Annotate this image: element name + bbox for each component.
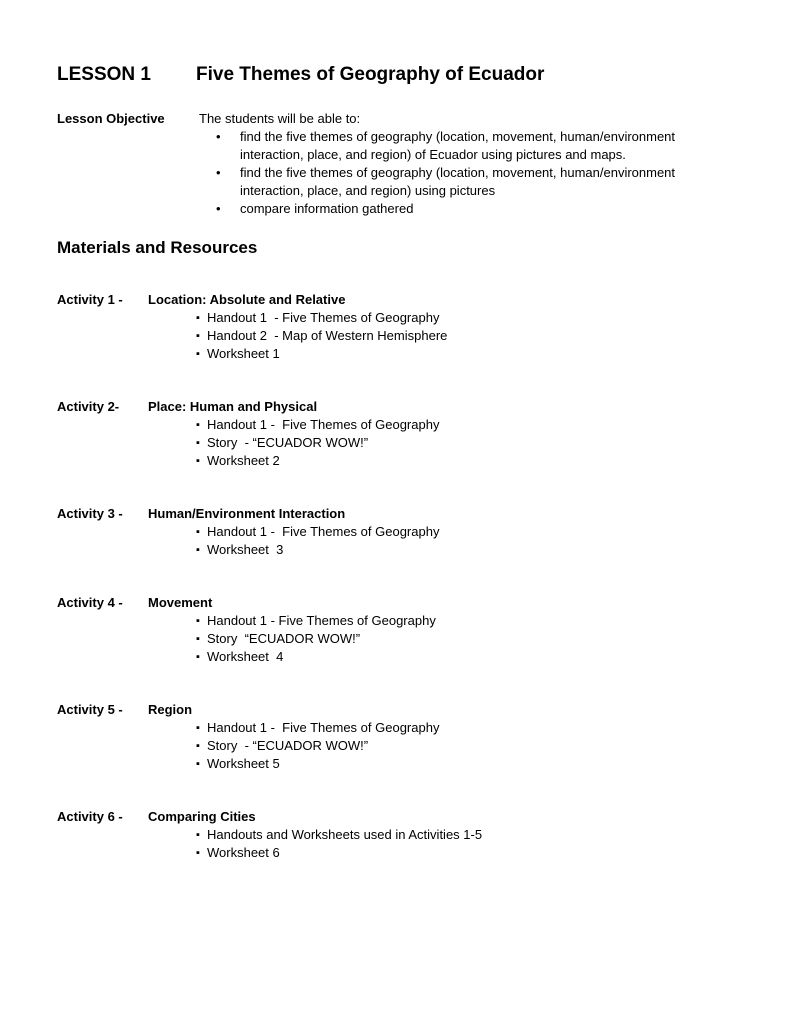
- square-bullet-icon: ▪: [196, 312, 200, 324]
- objective-bullet: [199, 200, 737, 218]
- material-item-text: Story “ECUADOR WOW!”: [207, 631, 361, 646]
- square-bullet-icon: ▪: [196, 348, 200, 360]
- material-item: [196, 309, 737, 327]
- material-item: [196, 345, 737, 363]
- activity-label: Activity 3 -: [57, 506, 127, 521]
- material-item-text: Handout 2 - Map of Western Hemisphere: [207, 328, 448, 343]
- activity-label: Activity 6 -: [57, 809, 127, 824]
- material-item: [196, 648, 737, 666]
- objective-bullet: [199, 128, 737, 164]
- activity-heading: [57, 291, 737, 309]
- objective-intro: The students will be able to:: [199, 111, 361, 126]
- square-bullet-icon: ▪: [196, 526, 200, 538]
- activity-items: [57, 719, 737, 773]
- square-bullet-icon: ▪: [196, 330, 200, 342]
- material-item: [196, 416, 737, 434]
- activity-6-section: [57, 808, 737, 862]
- material-item-text: Worksheet 6: [207, 845, 280, 860]
- square-bullet-icon: ▪: [196, 437, 200, 449]
- material-item-text: Handout 1 - Five Themes of Geography: [207, 613, 436, 628]
- square-bullet-icon: ▪: [196, 544, 200, 556]
- material-item-text: Worksheet 4: [207, 649, 284, 664]
- activity-items: [57, 523, 737, 559]
- material-item: [196, 327, 737, 345]
- material-item-text: Worksheet 5: [207, 756, 280, 771]
- square-bullet-icon: ▪: [196, 651, 200, 663]
- lesson-title-text: Five Themes of Geography of Ecuador: [196, 64, 545, 85]
- bullet-icon: •: [216, 165, 221, 180]
- activity-items: [57, 309, 737, 363]
- material-item: [196, 541, 737, 559]
- objective-bullet-text: find the five themes of geography (location, movement, human/environment interaction, place, and region) using pictures: [240, 165, 679, 198]
- activity-title: Comparing Cities: [148, 809, 256, 824]
- page-title: [57, 64, 737, 86]
- activity-heading: [57, 594, 737, 612]
- material-item: [196, 523, 737, 541]
- activity-heading: [57, 398, 737, 416]
- activity-3-section: [57, 505, 737, 559]
- material-item: [196, 630, 737, 648]
- material-item-text: Worksheet 1: [207, 346, 280, 361]
- square-bullet-icon: ▪: [196, 419, 200, 431]
- materials-resources-heading: Materials and Resources: [57, 238, 258, 257]
- material-item-text: Worksheet 3: [207, 542, 284, 557]
- activity-title: Movement: [148, 595, 213, 610]
- activity-items: [57, 416, 737, 470]
- square-bullet-icon: ▪: [196, 829, 200, 841]
- square-bullet-icon: ▪: [196, 455, 200, 467]
- activity-items: [57, 826, 737, 862]
- lesson-objective-section: [57, 110, 737, 218]
- activity-2-section: [57, 398, 737, 470]
- objective-bullet: [199, 164, 737, 200]
- square-bullet-icon: ▪: [196, 615, 200, 627]
- material-item-text: Handout 1 - Five Themes of Geography: [207, 524, 440, 539]
- material-item: [196, 737, 737, 755]
- activity-items: [57, 612, 737, 666]
- material-item: [196, 719, 737, 737]
- bullet-icon: •: [216, 129, 221, 144]
- activity-label: Activity 2-: [57, 399, 123, 414]
- lesson-objective-body: [199, 110, 737, 218]
- material-item: [196, 452, 737, 470]
- activity-label: Activity 4 -: [57, 595, 127, 610]
- activity-title: Region: [148, 702, 193, 717]
- lesson-number-label: LESSON 1: [57, 64, 151, 85]
- activity-title: Place: Human and Physical: [148, 399, 318, 414]
- objective-bullet-text: compare information gathered: [240, 201, 414, 216]
- material-item-text: Handout 1 - Five Themes of Geography: [207, 417, 440, 432]
- material-item: [196, 826, 737, 844]
- material-item: [196, 844, 737, 862]
- square-bullet-icon: ▪: [196, 722, 200, 734]
- activity-1-section: [57, 291, 737, 363]
- material-item-text: Story - “ECUADOR WOW!”: [207, 435, 369, 450]
- activity-heading: [57, 505, 737, 523]
- bullet-icon: •: [216, 201, 221, 216]
- square-bullet-icon: ▪: [196, 740, 200, 752]
- activity-4-section: [57, 594, 737, 666]
- square-bullet-icon: ▪: [196, 758, 200, 770]
- activity-heading: [57, 808, 737, 826]
- activity-label: Activity 5 -: [57, 702, 127, 717]
- lesson-objective-label: Lesson Objective: [57, 111, 165, 126]
- material-item-text: Handout 1 - Five Themes of Geography: [207, 310, 440, 325]
- material-item-text: Handout 1 - Five Themes of Geography: [207, 720, 440, 735]
- activity-title: Human/Environment Interaction: [148, 506, 346, 521]
- material-item: [196, 755, 737, 773]
- objective-bullet-text: find the five themes of geography (location, movement, human/environment interaction, place, and region) of Ecuador using pictures and maps.: [240, 129, 679, 162]
- material-item-text: Worksheet 2: [207, 453, 280, 468]
- material-item-text: Story - “ECUADOR WOW!”: [207, 738, 369, 753]
- material-item: [196, 434, 737, 452]
- material-item: [196, 612, 737, 630]
- square-bullet-icon: ▪: [196, 633, 200, 645]
- activity-title: Location: Absolute and Relative: [148, 292, 346, 307]
- square-bullet-icon: ▪: [196, 847, 200, 859]
- material-item-text: Handouts and Worksheets used in Activities 1-5: [207, 827, 483, 842]
- activity-label: Activity 1 -: [57, 292, 127, 307]
- activity-5-section: [57, 701, 737, 773]
- activity-heading: [57, 701, 737, 719]
